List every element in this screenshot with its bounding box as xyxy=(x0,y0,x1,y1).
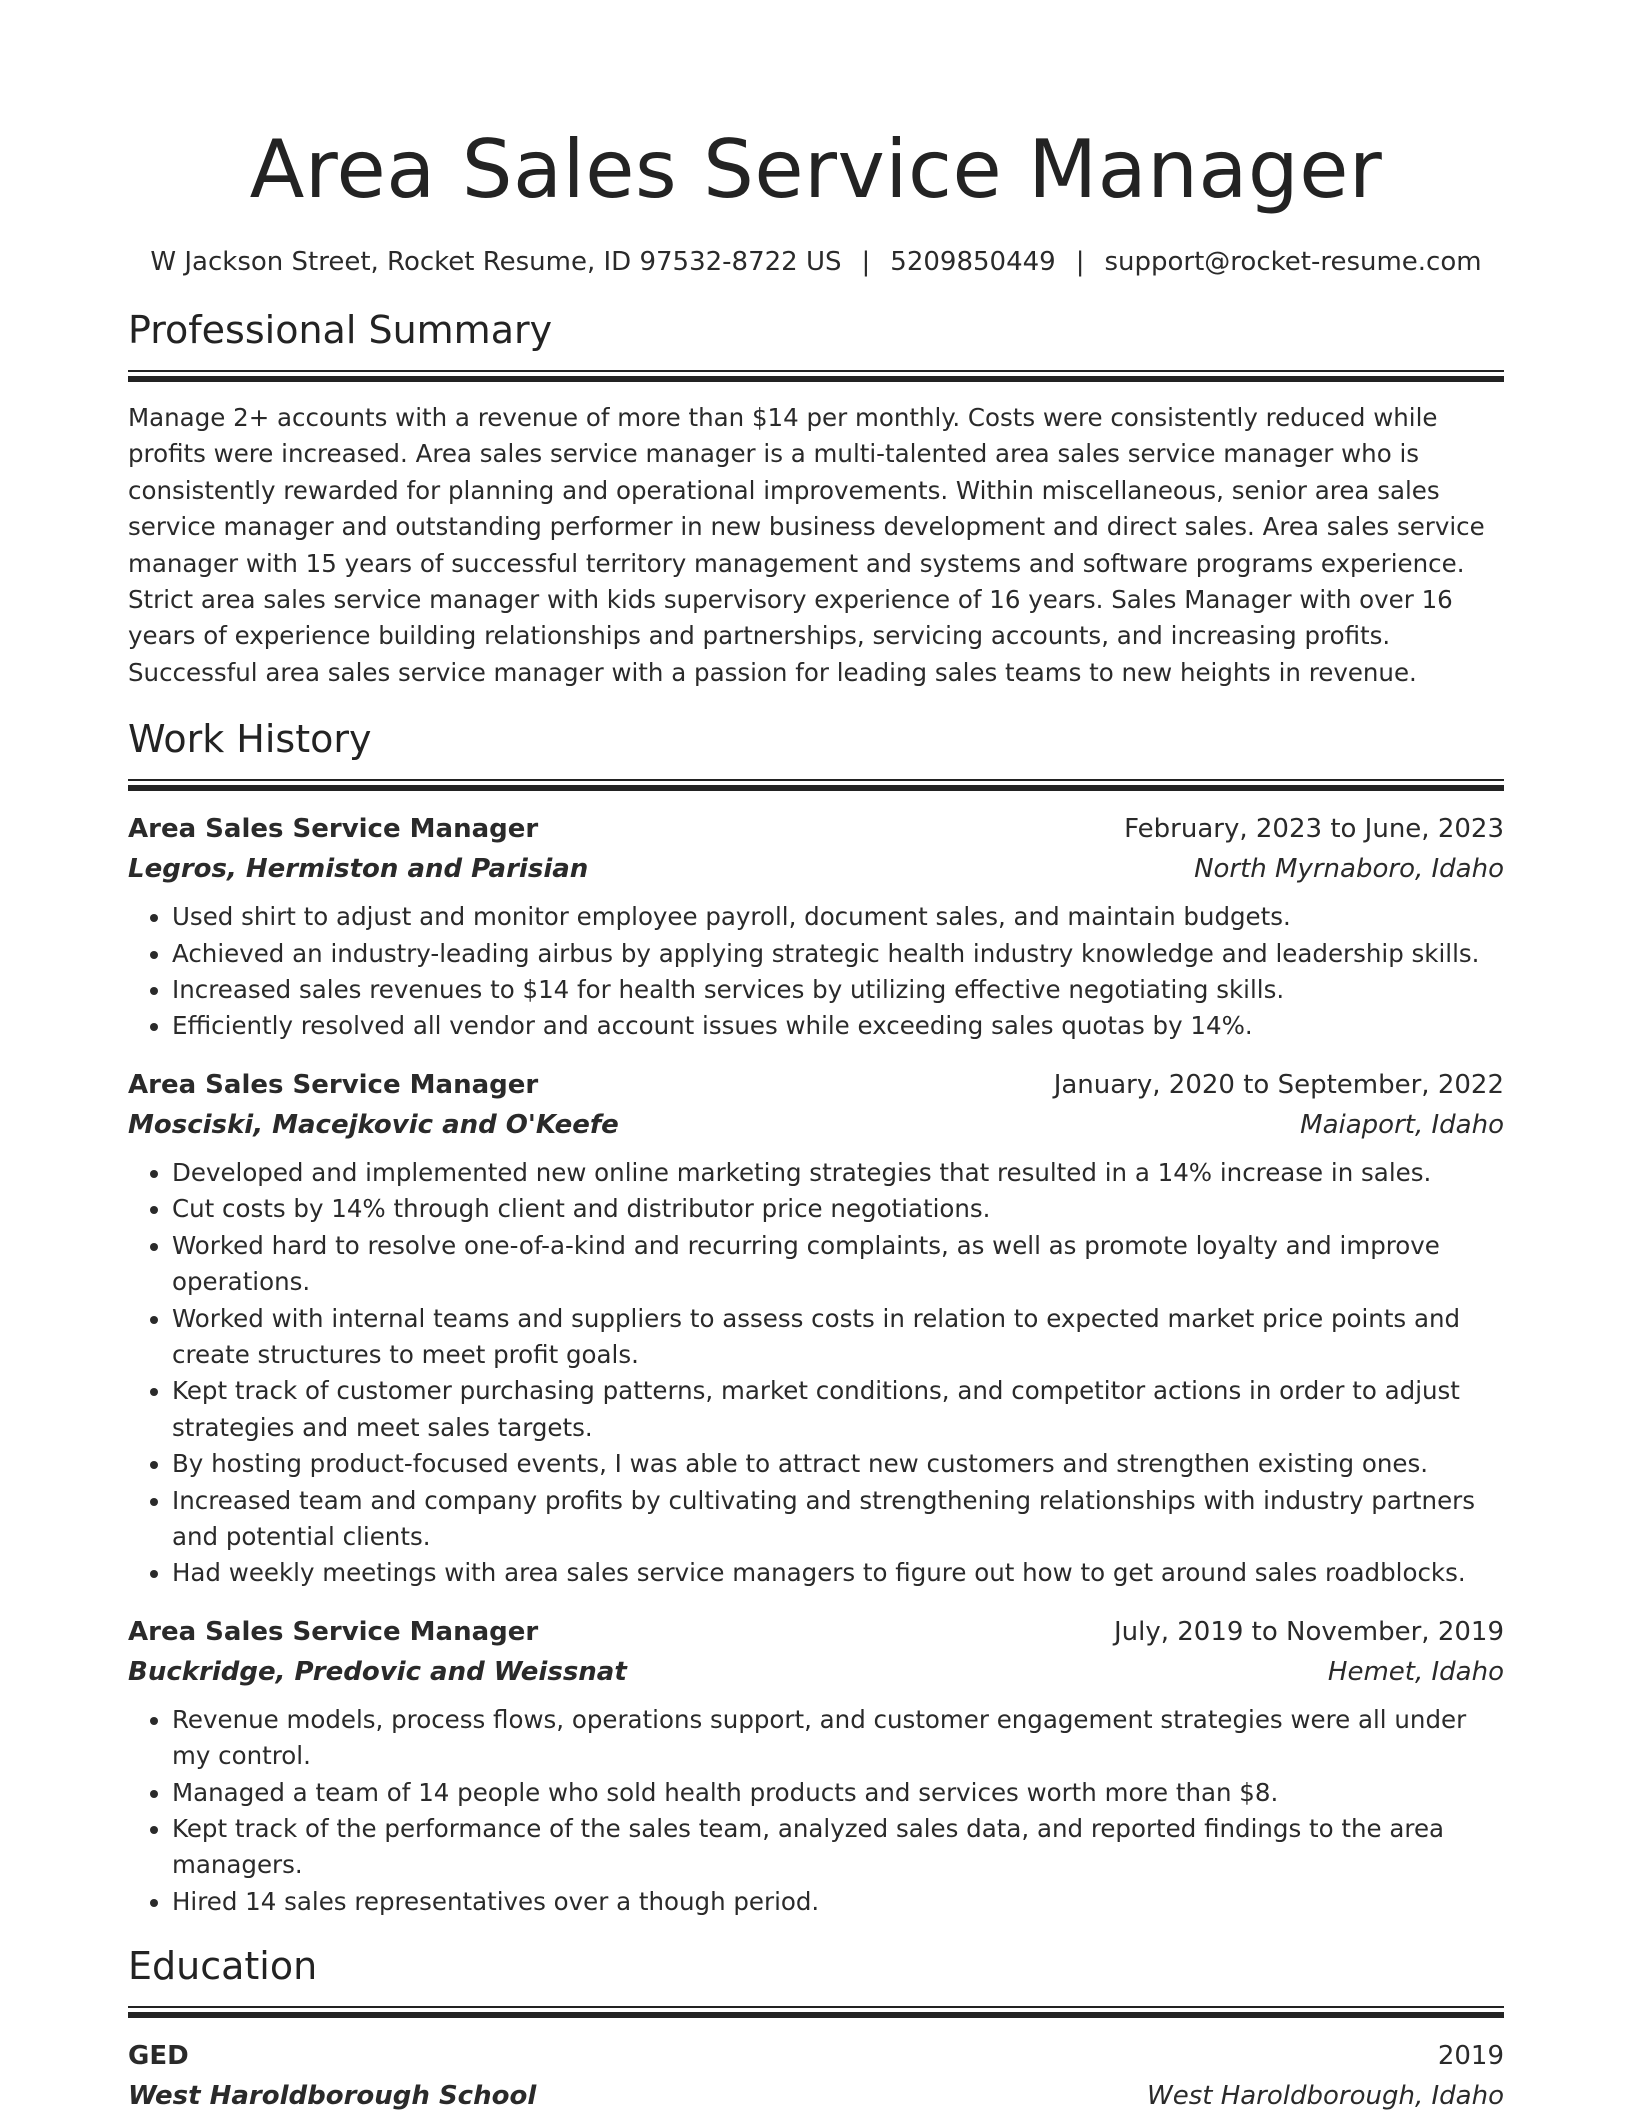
job-location: Hemet, Idaho xyxy=(1327,1656,1504,1687)
contact-address: W Jackson Street, Rocket Resume, ID 97532-8722 US xyxy=(150,247,842,277)
job-bullet: • Revenue models, process flows, operations support, and customer engagement strategies were all under my control. xyxy=(172,1702,1504,1775)
job-bullet: • Increased team and company profits by cultivating and strengthening relationships with industry partners and potential clients. xyxy=(172,1483,1504,1556)
job-header-row xyxy=(128,1612,1504,1652)
job-title: Area Sales Service Manager xyxy=(128,814,539,845)
section-title-work-history: Work History xyxy=(128,717,372,762)
job-company-row xyxy=(128,1652,1504,1692)
job-bullets xyxy=(128,1155,1504,1592)
education-degree: GED xyxy=(128,2041,189,2072)
section-title-education: Education xyxy=(128,1944,318,1989)
education-year: 2019 xyxy=(1437,2041,1504,2072)
summary-text: Manage 2+ accounts with a revenue of more than $14 per monthly. Costs were consistently reduced while profits were increased. Area sales service manager is a multi-talented area sales service manager who is consistently rewarded for planning and operational improvements. Within miscellaneous, senior area sales service manager and outstanding performer in new business development and direct sales. Area sales service manager with 15 years of successful territory management and systems and software programs experience. Strict area sales service manager with kids supervisory experience of 16 years. Sales Manager with over 16 years of experience building relationships and partnerships, servicing accounts, and increasing profits. Successful area sales service manager with a passion for leading sales teams to new heights in revenue. xyxy=(128,403,1485,687)
education-entry xyxy=(128,2036,1504,2116)
job-entry xyxy=(128,809,1504,1045)
contact-line xyxy=(128,242,1504,282)
job-location: Maiaport, Idaho xyxy=(1300,1109,1504,1140)
job-bullet: • Had weekly meetings with area sales service managers to figure out how to get around sales roadblocks. xyxy=(172,1555,1504,1591)
work-history-section xyxy=(128,713,1504,1920)
job-dates: July, 2019 to November, 2019 xyxy=(1113,1616,1504,1647)
job-header-row xyxy=(128,1065,1504,1105)
section-divider xyxy=(128,2006,1504,2018)
job-title: Area Sales Service Manager xyxy=(128,1069,539,1100)
job-dates: February, 2023 to June, 2023 xyxy=(1124,814,1504,845)
job-entry xyxy=(128,1065,1504,1592)
contact-separator: | xyxy=(1075,247,1085,277)
summary-section xyxy=(128,304,1504,691)
job-bullet: • Worked hard to resolve one-of-a-kind and recurring complaints, as well as promote loyalty and improve operations. xyxy=(172,1228,1504,1301)
job-title: Area Sales Service Manager xyxy=(128,1616,539,1647)
education-school-row xyxy=(128,2076,1504,2116)
job-bullet: • Kept track of customer purchasing patterns, market conditions, and competitor actions in order to adjust strategies and meet sales targets. xyxy=(172,1373,1504,1446)
job-bullet: • Worked with internal teams and suppliers to assess costs in relation to expected market price points and create structures to meet profit goals. xyxy=(172,1301,1504,1374)
job-bullet: • Efficiently resolved all vendor and account issues while exceeding sales quotas by 14%. xyxy=(172,1008,1504,1044)
job-bullet: • Used shirt to adjust and monitor employee payroll, document sales, and maintain budgets. xyxy=(172,899,1504,935)
education-location: West Haroldborough, Idaho xyxy=(1146,2081,1504,2112)
job-bullet: • Managed a team of 14 people who sold health products and services worth more than $8. xyxy=(172,1775,1504,1811)
job-bullet: • Kept track of the performance of the sales team, analyzed sales data, and reported findings to the area managers. xyxy=(172,1811,1504,1884)
job-company-row xyxy=(128,1105,1504,1145)
job-company: Legros, Hermiston and Parisian xyxy=(128,854,589,885)
contact-phone: 5209850449 xyxy=(890,247,1056,277)
job-dates: January, 2020 to September, 2022 xyxy=(1053,1069,1504,1100)
job-company-row xyxy=(128,849,1504,889)
job-header-row xyxy=(128,809,1504,849)
job-entry xyxy=(128,1612,1504,1920)
education-header-row xyxy=(128,2036,1504,2076)
job-company: Buckridge, Predovic and Weissnat xyxy=(128,1656,627,1687)
education-school: West Haroldborough School xyxy=(128,2081,537,2112)
job-bullet: • Achieved an industry-leading airbus by applying strategic health industry knowledge and leadership skills. xyxy=(172,936,1504,972)
job-company: Mosciski, Macejkovic and O'Keefe xyxy=(128,1109,619,1140)
job-bullet: • Developed and implemented new online marketing strategies that resulted in a 14% increase in sales. xyxy=(172,1155,1504,1191)
education-section xyxy=(128,1940,1504,2116)
contact-separator: | xyxy=(861,247,871,277)
section-divider xyxy=(128,370,1504,382)
job-bullets xyxy=(128,1702,1504,1920)
job-location: North Myrnaboro, Idaho xyxy=(1194,854,1504,885)
contact-email[interactable]: support@rocket-resume.com xyxy=(1104,247,1482,277)
job-bullet: • By hosting product-focused events, I was able to attract new customers and strengthen existing ones. xyxy=(172,1446,1504,1482)
job-bullets xyxy=(128,899,1504,1045)
section-divider xyxy=(128,779,1504,791)
job-bullet: • Increased sales revenues to $14 for health services by utilizing effective negotiating skills. xyxy=(172,972,1504,1008)
job-bullet: • Cut costs by 14% through client and distributor price negotiations. xyxy=(172,1191,1504,1227)
section-title-summary: Professional Summary xyxy=(128,308,553,352)
resume-name: Area Sales Service Manager xyxy=(249,123,1383,216)
job-bullet: • Hired 14 sales representatives over a though period. xyxy=(172,1884,1504,1920)
